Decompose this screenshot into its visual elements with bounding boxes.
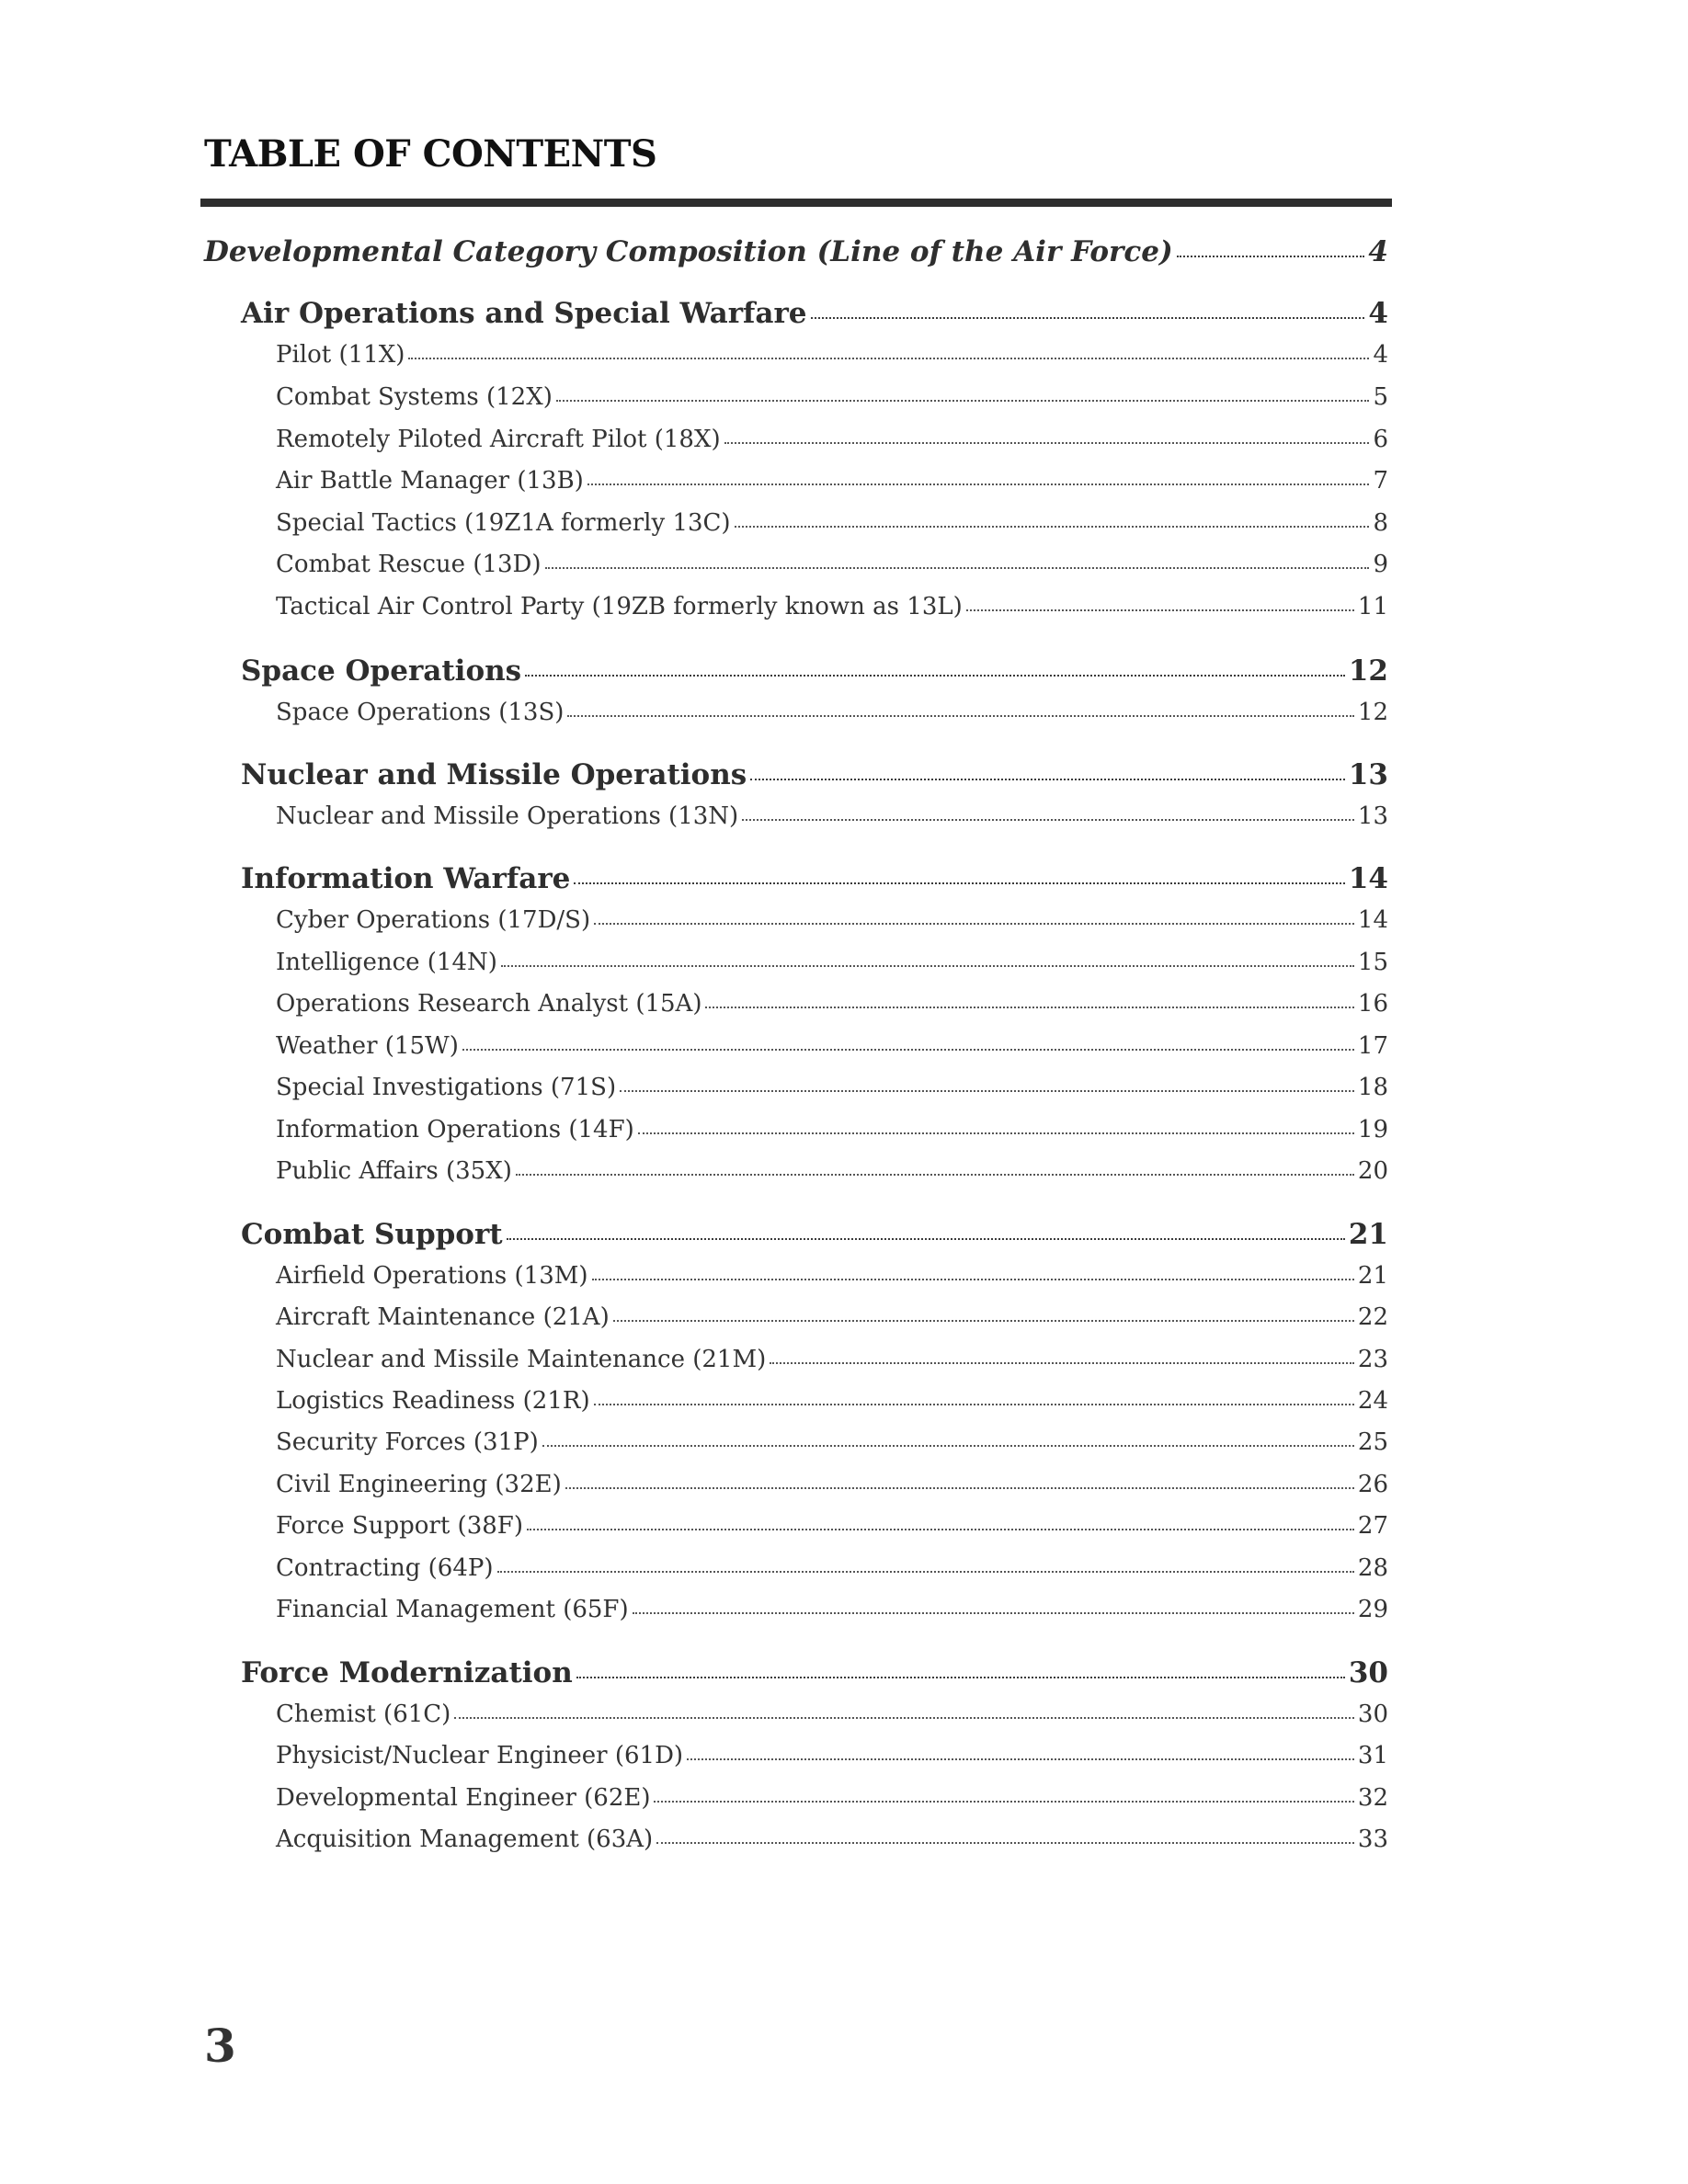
toc-entry-page-number: 7 bbox=[1373, 467, 1388, 495]
toc-entry-page-number: 24 bbox=[1357, 1387, 1388, 1415]
toc-entry-label: Information Warfare bbox=[241, 862, 571, 895]
toc-item[interactable] bbox=[276, 1426, 1388, 1456]
toc-item[interactable] bbox=[276, 1468, 1388, 1498]
toc-entry-page-number: 9 bbox=[1373, 551, 1388, 578]
toc-entry-label: Special Tactics (19Z1A formerly 13C) bbox=[276, 509, 731, 537]
dot-leader bbox=[556, 381, 1370, 404]
toc-entry-page-number: 5 bbox=[1373, 383, 1388, 411]
toc-entry-page-number: 29 bbox=[1357, 1596, 1388, 1623]
toc-item[interactable] bbox=[276, 1259, 1388, 1290]
dot-leader bbox=[527, 1509, 1354, 1533]
toc-entry-label: Civil Engineering (32E) bbox=[276, 1471, 562, 1498]
dot-leader bbox=[687, 1739, 1354, 1763]
toc-entry-label: Combat Support bbox=[241, 1218, 503, 1251]
toc-entry-label: Special Investigations (71S) bbox=[276, 1074, 617, 1101]
toc-section[interactable] bbox=[241, 294, 1388, 330]
dot-leader bbox=[770, 1343, 1354, 1367]
toc-entry-page-number: 21 bbox=[1348, 1218, 1388, 1251]
toc-entry-label: Cyber Operations (17D/S) bbox=[276, 906, 591, 934]
toc-entry-label: Force Support (38F) bbox=[276, 1512, 523, 1540]
dot-leader bbox=[656, 1823, 1354, 1847]
toc-entry-label: Remotely Piloted Aircraft Pilot (18X) bbox=[276, 426, 721, 453]
toc-entry-page-number: 12 bbox=[1357, 699, 1388, 726]
toc-entry-page-number: 26 bbox=[1357, 1471, 1388, 1498]
dot-leader bbox=[501, 946, 1354, 970]
toc-entry-label: Nuclear and Missile Operations bbox=[241, 758, 747, 791]
toc-entry-label: Developmental Engineer (62E) bbox=[276, 1784, 651, 1812]
toc-entry-label: Operations Research Analyst (15A) bbox=[276, 990, 702, 1018]
dot-leader bbox=[742, 800, 1354, 824]
toc-entry-label: Combat Systems (12X) bbox=[276, 383, 553, 411]
toc-entry-page-number: 8 bbox=[1373, 509, 1388, 537]
dot-leader bbox=[613, 1301, 1354, 1325]
toc-item[interactable] bbox=[276, 423, 1388, 453]
toc-item[interactable] bbox=[276, 1593, 1388, 1623]
toc-section[interactable] bbox=[241, 1215, 1388, 1251]
toc-item[interactable] bbox=[276, 1823, 1388, 1853]
toc-entry-label: Security Forces (31P) bbox=[276, 1428, 539, 1456]
toc-entry-page-number: 13 bbox=[1357, 802, 1388, 830]
toc-item[interactable] bbox=[276, 904, 1388, 934]
toc-item[interactable] bbox=[276, 1113, 1388, 1143]
toc-entry-page-number: 18 bbox=[1357, 1074, 1388, 1101]
page-number: 3 bbox=[204, 2019, 236, 2073]
toc-entry-page-number: 19 bbox=[1357, 1116, 1388, 1143]
page-title: TABLE OF CONTENTS bbox=[204, 132, 657, 176]
dot-leader bbox=[654, 1781, 1353, 1805]
toc-entry-page-number: 15 bbox=[1357, 949, 1388, 976]
toc-item[interactable] bbox=[276, 1698, 1388, 1728]
toc-item[interactable] bbox=[276, 1781, 1388, 1812]
toc-entry-page-number: 13 bbox=[1348, 758, 1388, 791]
toc-entry-label: Nuclear and Missile Operations (13N) bbox=[276, 802, 739, 830]
dot-leader bbox=[576, 1654, 1345, 1682]
toc-entry-label: Space Operations (13S) bbox=[276, 699, 565, 726]
toc-item[interactable] bbox=[276, 800, 1388, 830]
toc-entry-label: Aircraft Maintenance (21A) bbox=[276, 1303, 610, 1331]
toc-item[interactable] bbox=[276, 338, 1388, 369]
toc-entry-page-number: 22 bbox=[1357, 1303, 1388, 1331]
toc-entry-page-number: 16 bbox=[1357, 990, 1388, 1018]
toc-entry-label: Chemist (61C) bbox=[276, 1701, 451, 1728]
toc-entry-label: Weather (15W) bbox=[276, 1032, 459, 1060]
toc-item[interactable] bbox=[276, 1029, 1388, 1060]
toc-entry-page-number: 11 bbox=[1357, 593, 1388, 620]
toc-entry-label: Nuclear and Missile Maintenance (21M) bbox=[276, 1346, 767, 1373]
toc-item[interactable] bbox=[276, 1384, 1388, 1415]
toc-entry-page-number: 27 bbox=[1357, 1512, 1388, 1540]
toc-entry-label: Public Affairs (35X) bbox=[276, 1157, 512, 1185]
dot-leader bbox=[594, 1384, 1354, 1408]
dot-leader bbox=[408, 338, 1369, 362]
toc-entry-label: Intelligence (14N) bbox=[276, 949, 497, 976]
toc-entry-label: Space Operations bbox=[241, 654, 522, 688]
toc-entry-page-number: 4 bbox=[1373, 341, 1388, 369]
toc-item[interactable] bbox=[276, 1343, 1388, 1373]
toc-item[interactable] bbox=[276, 506, 1388, 537]
toc-section[interactable] bbox=[241, 756, 1388, 791]
toc-entry-page-number: 32 bbox=[1357, 1784, 1388, 1812]
toc-entry-page-number: 12 bbox=[1348, 654, 1388, 688]
toc-entry-page-number: 4 bbox=[1368, 297, 1388, 330]
toc-entry-page-number: 31 bbox=[1357, 1742, 1388, 1769]
toc-entry-page-number: 23 bbox=[1357, 1346, 1388, 1373]
dot-leader bbox=[620, 1071, 1354, 1095]
dot-leader bbox=[507, 1215, 1345, 1244]
toc-entry-page-number: 14 bbox=[1357, 906, 1388, 934]
toc-entry-page-number: 28 bbox=[1357, 1554, 1388, 1582]
toc-entry-page-number: 6 bbox=[1373, 426, 1388, 453]
toc-entry-label: Logistics Readiness (21R) bbox=[276, 1387, 590, 1415]
toc-entry-page-number: 25 bbox=[1357, 1428, 1388, 1456]
dot-leader bbox=[516, 1155, 1354, 1178]
dot-leader bbox=[565, 1468, 1354, 1492]
dot-leader bbox=[594, 904, 1354, 927]
toc-item[interactable] bbox=[276, 1301, 1388, 1331]
toc-entry-page-number: 4 bbox=[1368, 235, 1388, 268]
toc-entry-label: Contracting (64P) bbox=[276, 1554, 494, 1582]
dot-leader bbox=[633, 1593, 1354, 1617]
toc-section[interactable] bbox=[241, 1654, 1388, 1689]
dot-leader bbox=[811, 294, 1365, 323]
dot-leader bbox=[1177, 233, 1365, 261]
dot-leader bbox=[592, 1259, 1354, 1283]
toc-entry-page-number: 33 bbox=[1357, 1826, 1388, 1853]
toc-section[interactable] bbox=[241, 859, 1388, 895]
toc-entry-page-number: 21 bbox=[1357, 1262, 1388, 1290]
toc-entry-label: Air Battle Manager (13B) bbox=[276, 467, 584, 495]
dot-leader bbox=[574, 859, 1344, 888]
toc-entry-label: Acquisition Management (63A) bbox=[276, 1826, 654, 1853]
dot-leader bbox=[525, 652, 1345, 680]
toc-entry-page-number: 17 bbox=[1357, 1032, 1388, 1060]
toc-item[interactable] bbox=[276, 548, 1388, 578]
dot-leader bbox=[454, 1698, 1354, 1722]
toc-item[interactable] bbox=[276, 1071, 1388, 1101]
toc-item[interactable] bbox=[276, 590, 1388, 620]
toc-item[interactable] bbox=[276, 946, 1388, 976]
toc-entry-label: Information Operations (14F) bbox=[276, 1116, 634, 1143]
toc-item[interactable] bbox=[276, 1509, 1388, 1540]
toc-entry-page-number: 30 bbox=[1348, 1656, 1388, 1689]
dot-leader bbox=[705, 987, 1353, 1011]
dot-leader bbox=[587, 464, 1370, 488]
toc-entry-label: Air Operations and Special Warfare bbox=[241, 297, 807, 330]
dot-leader bbox=[750, 756, 1345, 784]
toc-item[interactable] bbox=[276, 987, 1388, 1018]
toc-entry-label: Combat Rescue (13D) bbox=[276, 551, 542, 578]
dot-leader bbox=[542, 1426, 1354, 1450]
dot-leader bbox=[724, 423, 1370, 447]
toc-entry-page-number: 30 bbox=[1357, 1701, 1388, 1728]
dot-leader bbox=[567, 696, 1354, 720]
dot-leader bbox=[497, 1552, 1354, 1575]
toc-entry-label: Financial Management (65F) bbox=[276, 1596, 629, 1623]
toc-entry-label: Pilot (11X) bbox=[276, 341, 405, 369]
toc-item[interactable] bbox=[276, 1552, 1388, 1582]
toc-entry-page-number: 14 bbox=[1348, 862, 1388, 895]
toc-entry-label: Tactical Air Control Party (19ZB formerly known as 13L) bbox=[276, 593, 963, 620]
dot-leader bbox=[638, 1113, 1354, 1137]
dot-leader bbox=[735, 506, 1370, 530]
dot-leader bbox=[462, 1029, 1354, 1053]
toc-entry-label: Airfield Operations (13M) bbox=[276, 1262, 588, 1290]
toc-item[interactable] bbox=[276, 696, 1388, 726]
toc-item[interactable] bbox=[276, 1739, 1388, 1769]
toc-section[interactable] bbox=[241, 652, 1388, 688]
toc-entry-page-number: 20 bbox=[1357, 1157, 1388, 1185]
dot-leader bbox=[545, 548, 1370, 572]
toc-entry-label: Developmental Category Composition (Line of the Air Force) bbox=[204, 235, 1173, 268]
toc-entry-label: Physicist/Nuclear Engineer (61D) bbox=[276, 1742, 684, 1769]
toc-category[interactable] bbox=[204, 233, 1388, 268]
toc-item[interactable] bbox=[276, 464, 1388, 495]
toc-item[interactable] bbox=[276, 1155, 1388, 1185]
dot-leader bbox=[966, 590, 1354, 614]
toc-entry-label: Force Modernization bbox=[241, 1656, 573, 1689]
toc-item[interactable] bbox=[276, 381, 1388, 411]
